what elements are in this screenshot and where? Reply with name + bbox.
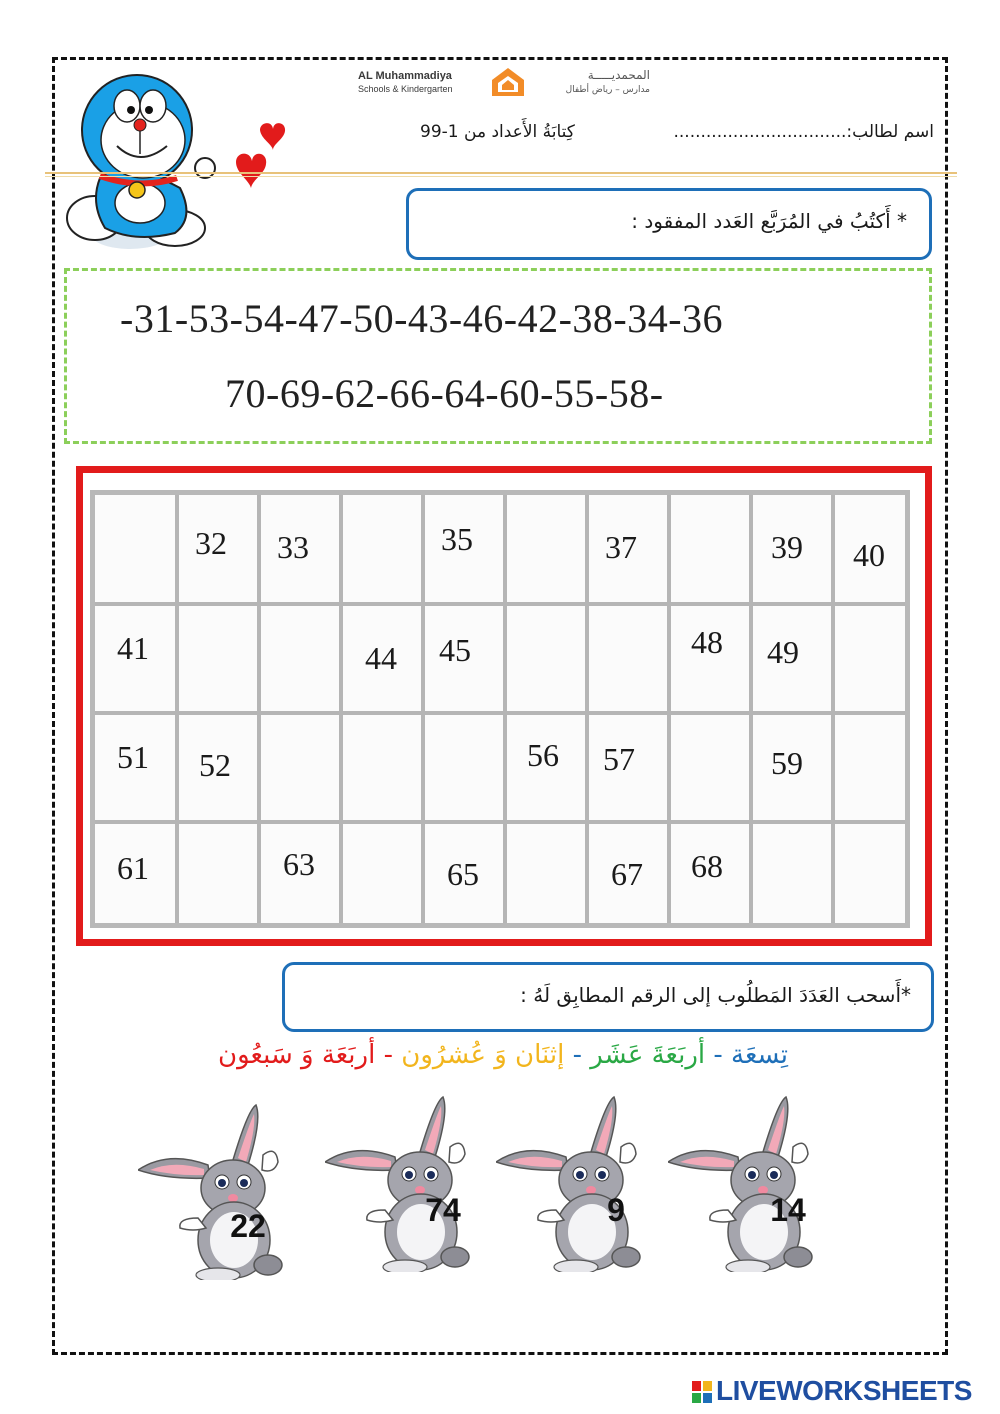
- grid-cell-empty[interactable]: [259, 713, 341, 822]
- grid-cell-number: 48: [691, 624, 723, 660]
- grid-cell-empty[interactable]: [833, 713, 905, 822]
- school-logo: [340, 64, 660, 104]
- logo-en-line2: Schools & Kindergarten: [358, 84, 453, 94]
- grid-cell-number: 41: [117, 630, 149, 666]
- grid-cell-empty[interactable]: [751, 822, 833, 923]
- grid-cell: [423, 822, 505, 923]
- grid-cell-number: 32: [195, 525, 227, 561]
- rabbit-icon: [138, 1100, 298, 1280]
- rabbit-icon: [668, 1092, 828, 1272]
- word-separator: -: [564, 1040, 591, 1070]
- grid-cell-empty[interactable]: [259, 604, 341, 713]
- number-line-2: 70-69-62-66-64-60-55-58-: [225, 371, 664, 416]
- grid-cell: [505, 713, 587, 822]
- rabbit-icon: [496, 1092, 656, 1272]
- logo-ar-line1: المحمديـــــة: [587, 68, 650, 82]
- rabbit-number: 22: [230, 1208, 266, 1244]
- grid-cell: [177, 495, 259, 604]
- liveworksheets-logo-icon: [692, 1381, 712, 1403]
- grid-cell-number: 35: [441, 521, 473, 557]
- grid-cell-number: 40: [853, 537, 885, 573]
- grid-cell-empty[interactable]: [177, 822, 259, 923]
- number-grid: [90, 490, 910, 928]
- logo-arabic: [540, 68, 650, 98]
- grid-cell: [95, 822, 177, 923]
- grid-cell: [669, 604, 751, 713]
- grid-cell-empty[interactable]: [423, 713, 505, 822]
- watermark-text: LIVEWORKSHEETS: [716, 1375, 972, 1406]
- rabbit-number: 9: [607, 1192, 625, 1228]
- header-divider-2: [45, 176, 957, 177]
- number-words: [150, 1040, 856, 1070]
- logo-en-line1: AL Muhammadiya: [358, 70, 452, 82]
- grid-cell: [423, 604, 505, 713]
- grid-cell-number: 33: [277, 529, 309, 565]
- rabbit-target[interactable]: [668, 1092, 828, 1272]
- grid-cell: [177, 713, 259, 822]
- grid-cell-empty[interactable]: [669, 495, 751, 604]
- grid-cell-empty[interactable]: [341, 495, 423, 604]
- grid-cell: [587, 822, 669, 923]
- rabbit-number: 14: [770, 1192, 806, 1228]
- word-separator: -: [705, 1040, 732, 1070]
- grid-cell-number: 52: [199, 747, 231, 783]
- instruction-2-text: *أَسحب العَدَدَ المَطلُوب إلى الرقم المطابِق لَهُ :: [520, 983, 911, 1007]
- logo-icon: [490, 66, 526, 100]
- grid-cell-empty[interactable]: [341, 822, 423, 923]
- grid-cell-number: 61: [117, 850, 149, 886]
- rabbit-target[interactable]: [325, 1092, 485, 1272]
- grid-cell-number: 57: [603, 741, 635, 777]
- grid-cell-empty[interactable]: [587, 604, 669, 713]
- instruction-write-missing: [406, 188, 932, 260]
- grid-cell: [833, 495, 905, 604]
- grid-cell-empty[interactable]: [177, 604, 259, 713]
- grid-cell: [95, 713, 177, 822]
- grid-cell: [751, 604, 833, 713]
- rabbit-target[interactable]: [138, 1100, 298, 1280]
- grid-cell-empty[interactable]: [505, 822, 587, 923]
- rabbit-icon: [325, 1092, 485, 1272]
- number-word[interactable]: أربَعَةَ عَشَر: [590, 1040, 706, 1070]
- number-word[interactable]: إثنَان وَ عُشرُون: [401, 1040, 565, 1070]
- grid-cell: [95, 604, 177, 713]
- grid-cell: [341, 604, 423, 713]
- grid-cell-empty[interactable]: [505, 604, 587, 713]
- grid-cell-number: 67: [611, 856, 643, 892]
- number-word[interactable]: تِسعَة: [731, 1040, 788, 1070]
- doraemon-illustration: [55, 68, 220, 253]
- grid-cell-number: 39: [771, 529, 803, 565]
- grid-cell-number: 45: [439, 632, 471, 668]
- header-divider: [45, 172, 957, 174]
- number-word[interactable]: أربَعَة وَ سَبعُون: [218, 1040, 376, 1070]
- grid-cell-number: 49: [767, 634, 799, 670]
- grid-cell-empty[interactable]: [833, 822, 905, 923]
- grid-cell: [259, 822, 341, 923]
- rabbit-target[interactable]: [496, 1092, 656, 1272]
- grid-cell-empty[interactable]: [505, 495, 587, 604]
- grid-cell-empty[interactable]: [669, 713, 751, 822]
- page-title: كِتابَةُ الأَعداد من 1-99: [420, 122, 575, 142]
- grid-cell: [751, 495, 833, 604]
- grid-cell-number: 37: [605, 529, 637, 565]
- grid-cell: [669, 822, 751, 923]
- logo-english: [358, 70, 453, 96]
- rabbit-number: 74: [425, 1192, 461, 1228]
- liveworksheets-watermark: [692, 1375, 972, 1407]
- grid-cell-empty[interactable]: [833, 604, 905, 713]
- grid-cell-number: 68: [691, 848, 723, 884]
- grid-cell-number: 51: [117, 739, 149, 775]
- grid-cell: [587, 495, 669, 604]
- grid-cell-number: 56: [527, 737, 559, 773]
- grid-cell-empty[interactable]: [341, 713, 423, 822]
- word-separator: -: [375, 1040, 402, 1070]
- grid-cell-number: 44: [365, 640, 397, 676]
- grid-cell-number: 59: [771, 745, 803, 781]
- grid-cell-empty[interactable]: [95, 495, 177, 604]
- student-name-label: اسم لطالب:................................: [673, 122, 934, 142]
- grid-cell-number: 65: [447, 856, 479, 892]
- hearts-decoration: [228, 112, 288, 197]
- grid-cell: [259, 495, 341, 604]
- number-line-1: -31-53-54-47-50-43-46-42-38-34-36: [120, 296, 724, 341]
- logo-ar-line2: مدارس – رياض أطفال: [565, 85, 650, 95]
- grid-cell: [751, 713, 833, 822]
- grid-cell: [587, 713, 669, 822]
- grid-cell: [423, 495, 505, 604]
- instruction-1-text: * أَكتُبُ في المُرَبَّع العَدد المفقود :: [631, 209, 907, 233]
- instruction-drag-number: [282, 962, 934, 1032]
- grid-cell-number: 63: [283, 846, 315, 882]
